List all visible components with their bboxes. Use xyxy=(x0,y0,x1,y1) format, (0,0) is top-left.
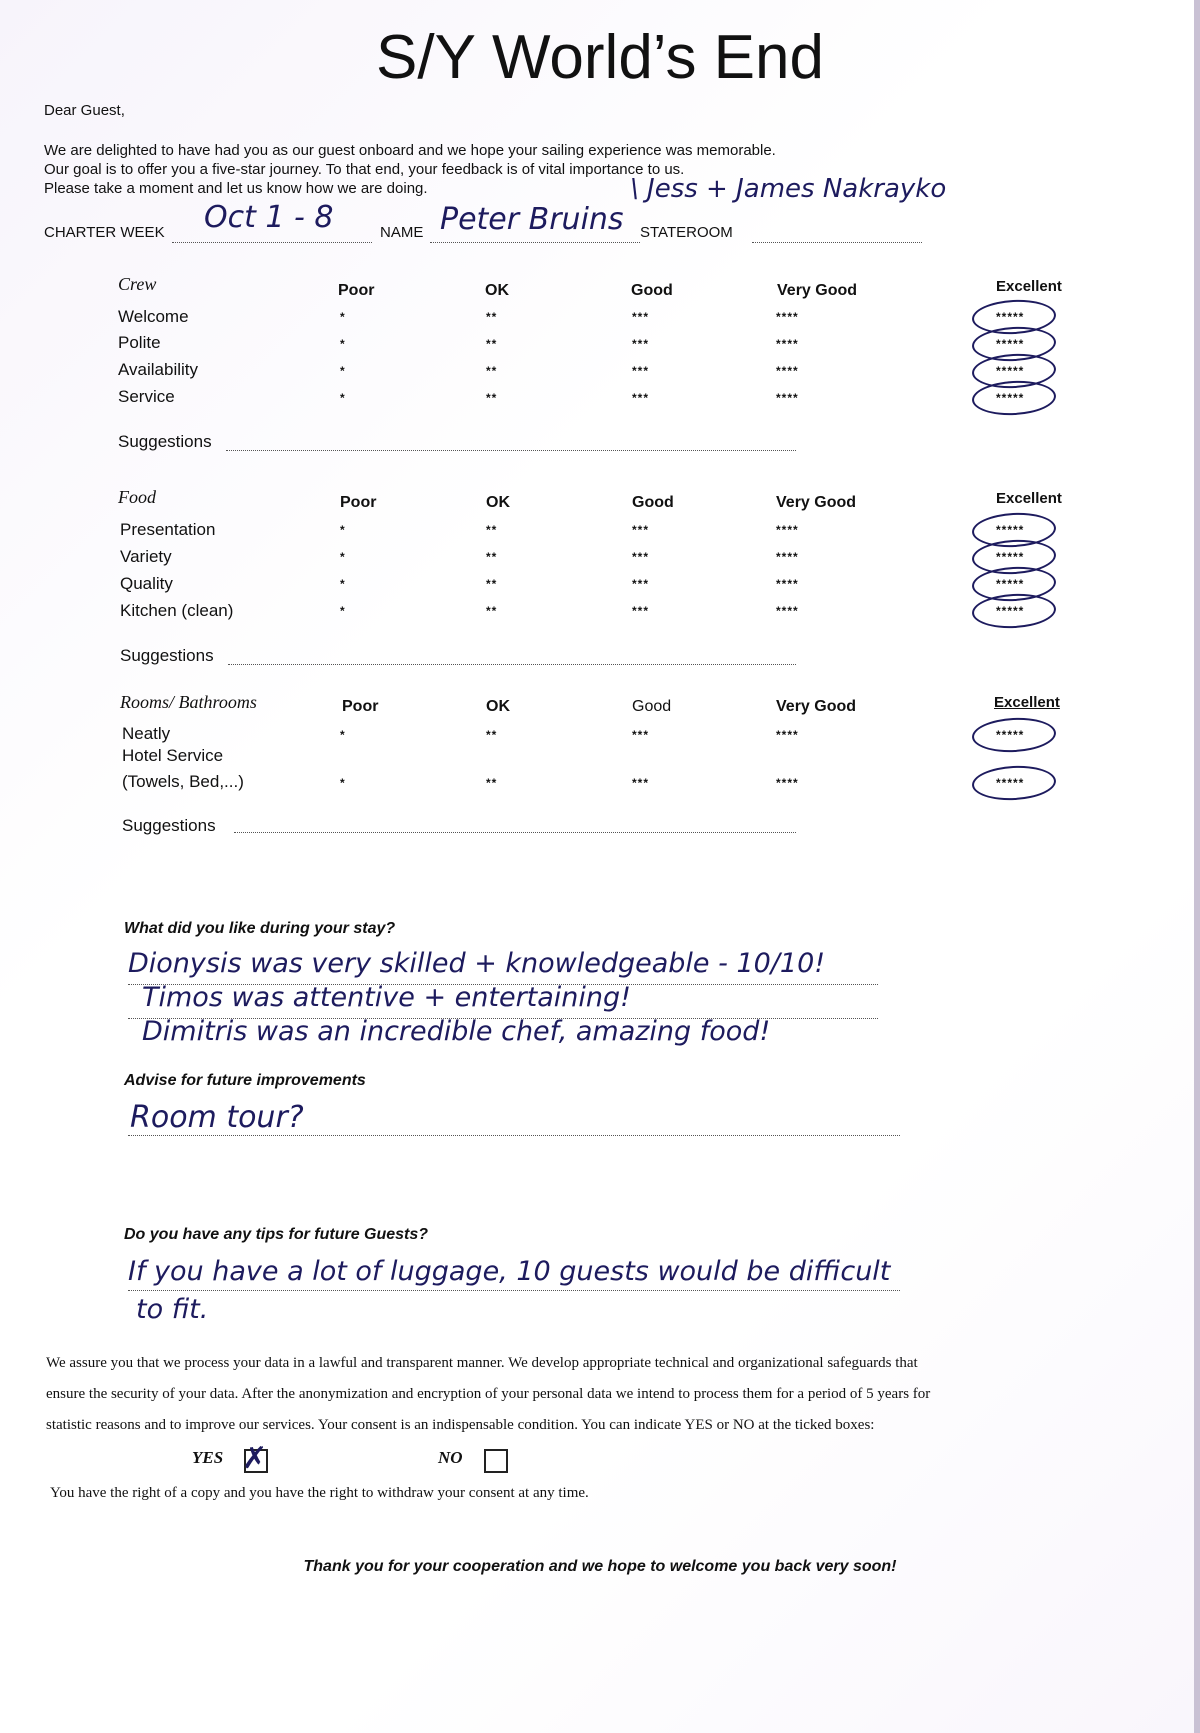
rating-option-5-stars[interactable]: ***** xyxy=(996,391,1025,405)
suggestions-line-rooms[interactable] xyxy=(234,832,796,833)
liked-answer-line-3[interactable]: Dimitris was an incredible chef, amazing food! xyxy=(142,1016,771,1047)
rating-option-5-stars[interactable]: ***** xyxy=(996,310,1025,324)
rating-option-5-stars[interactable]: ***** xyxy=(996,523,1025,537)
rating-option-2-stars[interactable]: ** xyxy=(486,577,498,591)
intro-line-2: Our goal is to offer you a five-star journey. To that end, your feedback is of vital importance to us. xyxy=(44,161,685,178)
rating-option-4-stars[interactable]: **** xyxy=(776,310,799,324)
question-liked: What did you like during your stay? xyxy=(124,920,396,937)
col-good: Good xyxy=(632,698,672,715)
greeting: Dear Guest, xyxy=(44,102,125,119)
yes-label: YES xyxy=(192,1448,224,1467)
consent-line-2: ensure the security of your data. After the anonymization and encryption of your personal data we intend to process them for a period of 5 years for xyxy=(46,1386,931,1402)
section-heading-crew: Crew xyxy=(118,274,157,294)
rating-option-5-stars[interactable]: ***** xyxy=(996,728,1025,742)
rating-option-4-stars[interactable]: **** xyxy=(776,364,799,378)
rating-option-4-stars[interactable]: **** xyxy=(776,391,799,405)
row-label: Polite xyxy=(118,333,161,352)
row-label: Presentation xyxy=(120,520,216,539)
rating-option-2-stars[interactable]: ** xyxy=(486,728,498,742)
stateroom-line xyxy=(752,242,922,243)
rating-option-3-stars[interactable]: *** xyxy=(632,337,650,351)
rating-option-5-stars[interactable]: ***** xyxy=(996,364,1025,378)
answer-line xyxy=(128,1135,900,1136)
col-ok: OK xyxy=(486,698,510,715)
consent-line-1: We assure you that we process your data in a lawful and transparent manner. We develop appropriate technical and organizational safeguards that xyxy=(46,1355,918,1371)
row-label: (Towels, Bed,...) xyxy=(122,772,244,791)
col-excellent: Excellent xyxy=(994,694,1060,711)
name-label: NAME xyxy=(380,224,424,241)
no-checkbox[interactable] xyxy=(484,1449,508,1473)
row-label: Service xyxy=(118,387,175,406)
rating-option-1-stars[interactable]: * xyxy=(340,604,346,618)
charter-week-label: CHARTER WEEK xyxy=(44,224,165,241)
section-heading-food: Food xyxy=(118,487,156,507)
rating-option-2-stars[interactable]: ** xyxy=(486,776,498,790)
col-excellent: Excellent xyxy=(996,278,1062,295)
tips-answer-line-1[interactable]: If you have a lot of luggage, 10 guests would be difficult xyxy=(128,1256,891,1287)
col-ok: OK xyxy=(486,494,510,511)
suggestions-line-food[interactable] xyxy=(228,664,796,665)
col-ok: OK xyxy=(485,282,509,299)
rating-option-1-stars[interactable]: * xyxy=(340,364,346,378)
consent-rights: You have the right of a copy and you have the right to withdraw your consent at any time. xyxy=(50,1485,589,1501)
liked-answer-line-2[interactable]: Timos was attentive + entertaining! xyxy=(142,982,631,1013)
rating-option-2-stars[interactable]: ** xyxy=(486,604,498,618)
rating-option-3-stars[interactable]: *** xyxy=(632,550,650,564)
col-very-good: Very Good xyxy=(776,494,857,511)
improvements-answer[interactable]: Room tour? xyxy=(130,1100,304,1135)
stateroom-label: STATEROOM xyxy=(640,224,733,241)
intro-line-3: Please take a moment and let us know how we are doing. xyxy=(44,180,428,197)
thank-you-note: Thank you for your cooperation and we hope to welcome you back very soon! xyxy=(303,1558,897,1575)
row-label: Kitchen (clean) xyxy=(120,601,234,620)
rating-option-1-stars[interactable]: * xyxy=(340,728,346,742)
charter-week-line xyxy=(172,242,372,243)
rating-option-4-stars[interactable]: **** xyxy=(776,337,799,351)
col-excellent: Excellent xyxy=(996,490,1062,507)
rating-option-4-stars[interactable]: **** xyxy=(776,577,799,591)
section-heading-rooms: Rooms/ Bathrooms xyxy=(120,692,257,712)
rating-option-1-stars[interactable]: * xyxy=(340,577,346,591)
rating-option-3-stars[interactable]: *** xyxy=(632,728,650,742)
rating-option-2-stars[interactable]: ** xyxy=(486,391,498,405)
yes-checkbox[interactable] xyxy=(242,1441,268,1476)
col-very-good: Very Good xyxy=(777,282,858,299)
rating-option-3-stars[interactable]: *** xyxy=(632,776,650,790)
rating-option-1-stars[interactable]: * xyxy=(340,776,346,790)
no-label: NO xyxy=(438,1448,463,1467)
intro-line-1: We are delighted to have had you as our guest onboard and we hope your sailing experience was memorable. xyxy=(44,142,776,159)
rating-option-1-stars[interactable]: * xyxy=(340,550,346,564)
charter-week-value[interactable]: Oct 1 - 8 xyxy=(204,200,334,235)
consent-line-3: statistic reasons and to improve our services. Your consent is an indispensable condition. You can indicate YES or NO at the ticked boxes: xyxy=(46,1417,875,1433)
form-title: S/Y World’s End xyxy=(375,23,825,92)
rating-option-1-stars[interactable]: * xyxy=(340,391,346,405)
row-label: Hotel Service xyxy=(122,746,224,765)
selected-rating-circle xyxy=(971,716,1057,754)
rating-option-3-stars[interactable]: *** xyxy=(632,523,650,537)
rating-option-5-stars[interactable]: ***** xyxy=(996,776,1025,790)
rating-option-2-stars[interactable]: ** xyxy=(486,364,498,378)
row-label: Quality xyxy=(120,574,173,593)
selected-rating-circle xyxy=(971,764,1057,802)
rating-option-5-stars[interactable]: ***** xyxy=(996,604,1025,618)
rating-option-4-stars[interactable]: **** xyxy=(776,604,799,618)
question-tips: Do you have any tips for future Guests? xyxy=(124,1226,429,1243)
question-improvements: Advise for future improvements xyxy=(124,1072,366,1089)
col-good: Good xyxy=(632,494,674,511)
row-label: Welcome xyxy=(118,307,189,326)
rating-option-2-stars[interactable]: ** xyxy=(486,550,498,564)
rating-option-3-stars[interactable]: *** xyxy=(632,391,650,405)
col-poor: Poor xyxy=(342,698,379,715)
rating-option-4-stars[interactable]: **** xyxy=(776,550,799,564)
row-label: Variety xyxy=(120,547,172,566)
answer-line xyxy=(128,1290,900,1291)
suggestions-label-crew: Suggestions xyxy=(118,432,212,451)
rating-option-3-stars[interactable]: *** xyxy=(632,577,650,591)
check-icon: ✗ xyxy=(242,1441,268,1476)
rating-option-3-stars[interactable]: *** xyxy=(632,310,650,324)
rating-option-4-stars[interactable]: **** xyxy=(776,728,799,742)
rating-option-2-stars[interactable]: ** xyxy=(486,310,498,324)
rating-option-2-stars[interactable]: ** xyxy=(486,523,498,537)
col-poor: Poor xyxy=(340,494,377,511)
rating-option-4-stars[interactable]: **** xyxy=(776,776,799,790)
rating-option-5-stars[interactable]: ***** xyxy=(996,337,1025,351)
row-label: Neatly xyxy=(122,724,171,743)
suggestions-line-crew[interactable] xyxy=(226,450,796,451)
rating-option-4-stars[interactable]: **** xyxy=(776,523,799,537)
rating-option-5-stars[interactable]: ***** xyxy=(996,550,1025,564)
suggestions-label-rooms: Suggestions xyxy=(122,816,216,835)
name-value[interactable]: Peter Bruins xyxy=(440,202,624,237)
col-poor: Poor xyxy=(338,282,375,299)
rating-option-2-stars[interactable]: ** xyxy=(486,337,498,351)
col-very-good: Very Good xyxy=(776,698,857,715)
rating-option-1-stars[interactable]: * xyxy=(340,310,346,324)
rating-option-3-stars[interactable]: *** xyxy=(632,364,650,378)
rating-option-1-stars[interactable]: * xyxy=(340,523,346,537)
extra-names[interactable]: \ Jess + James Nakrayko xyxy=(630,174,947,204)
tips-answer-line-2[interactable]: to fit. xyxy=(136,1294,209,1325)
col-good: Good xyxy=(631,282,673,299)
suggestions-label-food: Suggestions xyxy=(120,646,214,665)
name-line xyxy=(430,242,640,243)
row-label: Availability xyxy=(118,360,199,379)
rating-option-5-stars[interactable]: ***** xyxy=(996,577,1025,591)
rating-option-3-stars[interactable]: *** xyxy=(632,604,650,618)
rating-option-1-stars[interactable]: * xyxy=(340,337,346,351)
liked-answer-line-1[interactable]: Dionysis was very skilled + knowledgeable - 10/10! xyxy=(128,948,826,979)
